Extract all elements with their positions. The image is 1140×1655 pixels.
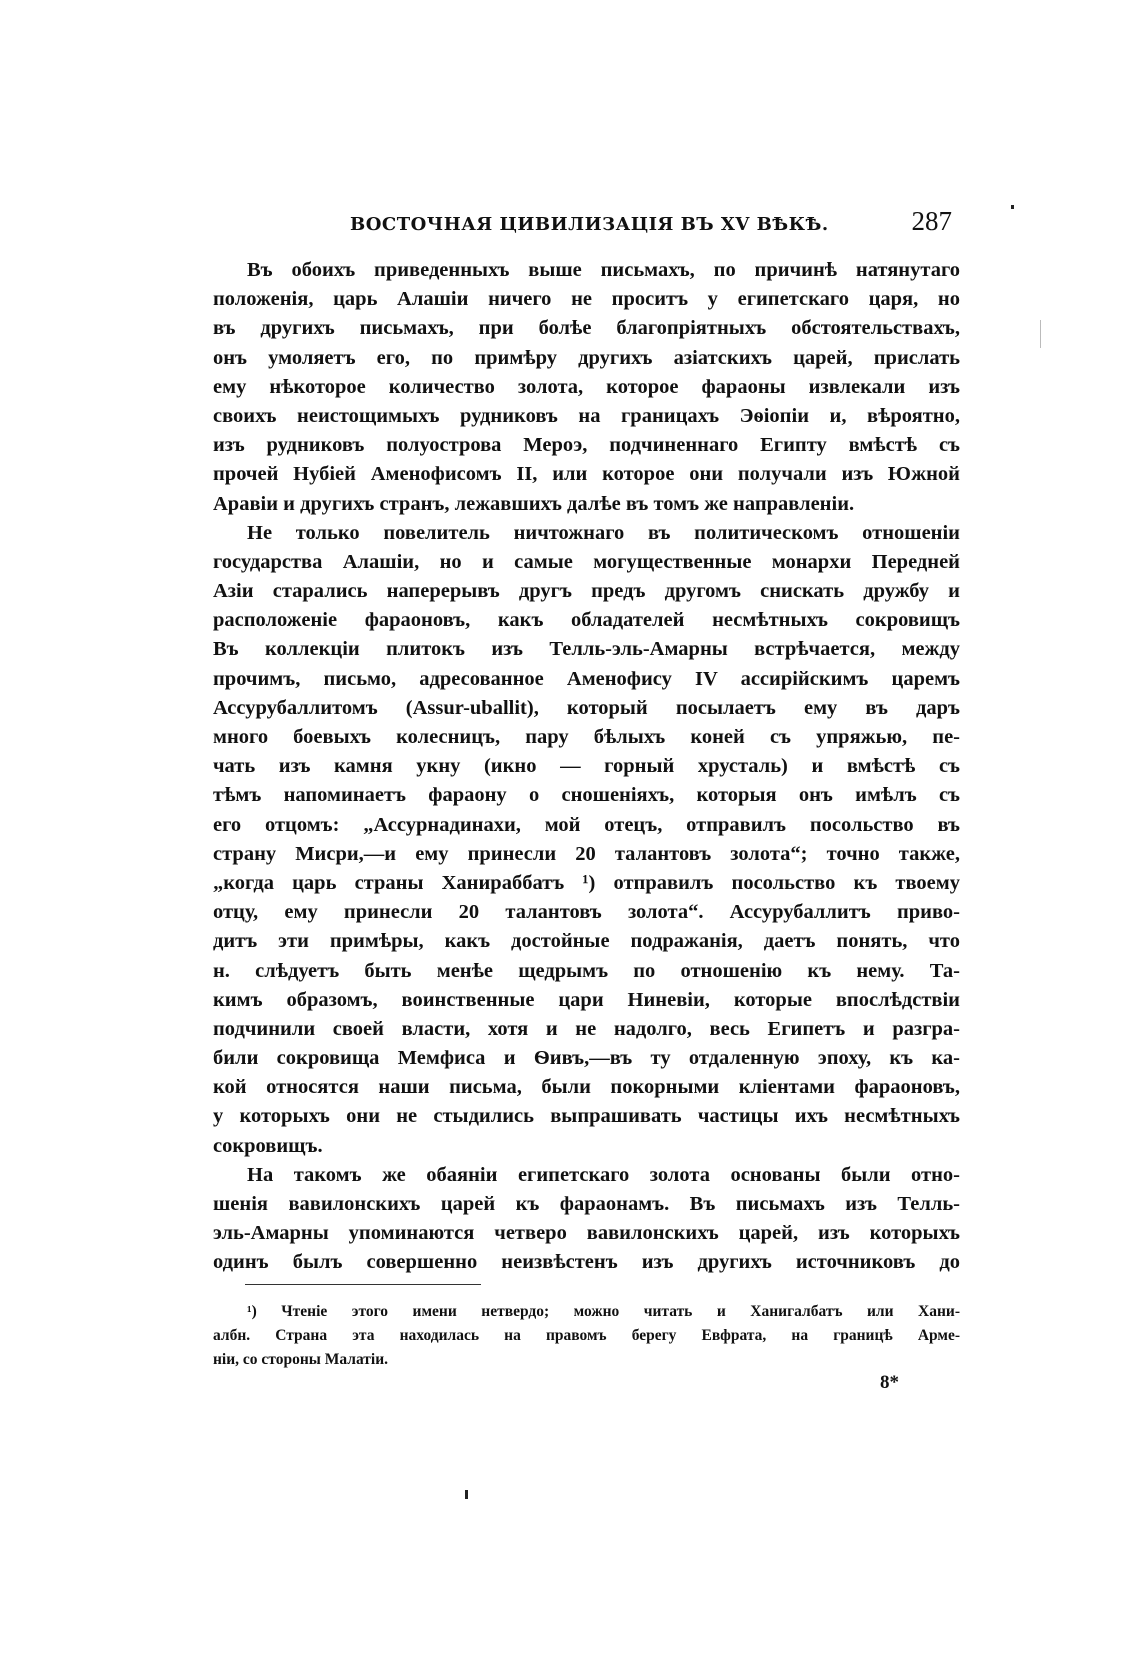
text-line: положенія, царь Алашіи ничего не проситъ у египетскаго царя, но xyxy=(213,288,960,311)
text-line: ему нѣкоторое количество золота, которое фараоны извлекали изъ xyxy=(213,375,960,398)
text-line: въ другихъ письмахъ, при болѣе благопріятныхъ обстоятельствахъ, xyxy=(213,317,960,340)
text-line: прочимъ, письмо, адресованное Аменофису IV ассирійскимъ царемъ xyxy=(213,667,960,690)
scan-artifact xyxy=(1040,320,1041,348)
text-line: н. слѣдуетъ быть менѣе щедрымъ по отношенію къ нему. Та- xyxy=(213,959,960,982)
text-line: дитъ эти примѣры, какъ достойные подражанія, даетъ понять, что xyxy=(213,930,960,953)
footnote-line: ніи, со стороны Малатіи. xyxy=(213,1351,389,1368)
text-line: расположеніе фараоновъ, какъ обладателей несмѣтныхъ сокровищъ xyxy=(213,609,960,632)
text-line: у которыхъ они не стыдились выпрашивать частицы ихъ несмѣтныхъ xyxy=(213,1105,960,1128)
body-text xyxy=(213,256,960,1278)
signature-mark: 8* xyxy=(880,1372,899,1393)
footnote xyxy=(213,1300,960,1372)
text-line: „когда царь страны Ханираббатъ ¹) отправилъ посольство къ твоему xyxy=(213,871,960,894)
text-line: шенія вавилонскихъ царей къ фараонамъ. Въ письмахъ изъ Телль- xyxy=(213,1193,960,1215)
footnote-line: албн. Страна эта находилась на правомъ берегу Евфрата, на границѣ Арме- xyxy=(213,1327,960,1344)
text-line: эль-Амарны упоминаются четверо вавилонскихъ царей, изъ которыхъ xyxy=(213,1222,960,1245)
text-line: Аравіи и другихъ странъ, лежавшихъ далѣе въ томъ же направленіи. xyxy=(213,492,855,515)
text-line: прочей Нубіей Аменофисомъ II, или которое они получали изъ Южной xyxy=(213,463,960,486)
text-line: своихъ неистощимыхъ рудниковъ на границахъ Эѳіопіи и, вѣроятно, xyxy=(213,404,960,427)
text-line: Въ коллекціи плитокъ изъ Телль-эль-Амарны встрѣчается, между xyxy=(213,638,960,661)
text-line: Не только повелитель ничтожнаго въ политическомъ отношеніи xyxy=(247,521,960,544)
scan-artifact xyxy=(465,1490,468,1499)
text-line: отцу, ему принесли 20 талантовъ золота“. Ассурубаллитъ приво- xyxy=(213,901,960,924)
text-line: страну Мисри,—и ему принесли 20 талантовъ золота“; точно также, xyxy=(213,842,960,865)
footnote-line: ¹) Чтеніе этого имени нетвердо; можно читать и Ханигалбатъ или Хани- xyxy=(247,1303,960,1320)
text-line: Въ обоихъ приведенныхъ выше письмахъ, по причинѣ натянутаго xyxy=(247,259,960,281)
text-line: Азіи старались наперерывъ другъ предъ другомъ снискать дружбу и xyxy=(213,580,960,603)
scan-artifact xyxy=(1011,205,1014,209)
text-line: сокровищъ. xyxy=(213,1134,323,1157)
footnote-divider xyxy=(245,1284,481,1285)
text-line: изъ рудниковъ полуострова Мероэ, подчиненнаго Египту вмѣстѣ съ xyxy=(213,434,960,457)
text-line: подчинили своей власти, хотя и не надолго, весь Египетъ и разгра- xyxy=(213,1017,960,1040)
text-line: Ассурубаллитомъ (Assur-uballit), который посылаетъ ему въ даръ xyxy=(213,696,960,719)
text-line: его отцомъ: „Ассурнадинахи, мой отецъ, отправилъ посольство въ xyxy=(213,813,960,836)
text-line: одинъ былъ совершенно неизвѣстенъ изъ другихъ источниковъ до xyxy=(213,1251,960,1274)
text-line: государства Алашіи, но и самые могущественные монархи Передней xyxy=(213,550,960,573)
running-title: ВОСТОЧНАЯ ЦИВИЛИЗАЦІЯ ВЪ XV ВѢКѢ. xyxy=(350,214,829,235)
text-line: кой относятся наши письма, были покорными кліентами фараоновъ, xyxy=(213,1076,960,1099)
text-line: онъ умоляетъ его, по примѣру другихъ азіатскихъ царей, прислать xyxy=(213,346,960,369)
text-line: много боевыхъ колесницъ, пару бѣлыхъ коней съ упряжью, пе- xyxy=(213,726,960,748)
text-line: били сокровища Мемфиса и Ѳивъ,—въ ту отдаленную эпоху, къ ка- xyxy=(213,1047,960,1070)
text-line: кимъ образомъ, воинственные цари Ниневіи, которые впослѣдствіи xyxy=(213,988,960,1011)
page-number: 287 xyxy=(911,206,952,236)
running-head xyxy=(215,206,960,240)
text-line: тѣмъ напоминаетъ фараону о сношеніяхъ, которыя онъ имѣлъ съ xyxy=(213,784,960,807)
text-line: На такомъ же обаяніи египетскаго золота основаны были отно- xyxy=(247,1163,960,1186)
text-line: чать изъ камня укну (икно — горный хрусталь) и вмѣстѣ съ xyxy=(213,755,960,778)
